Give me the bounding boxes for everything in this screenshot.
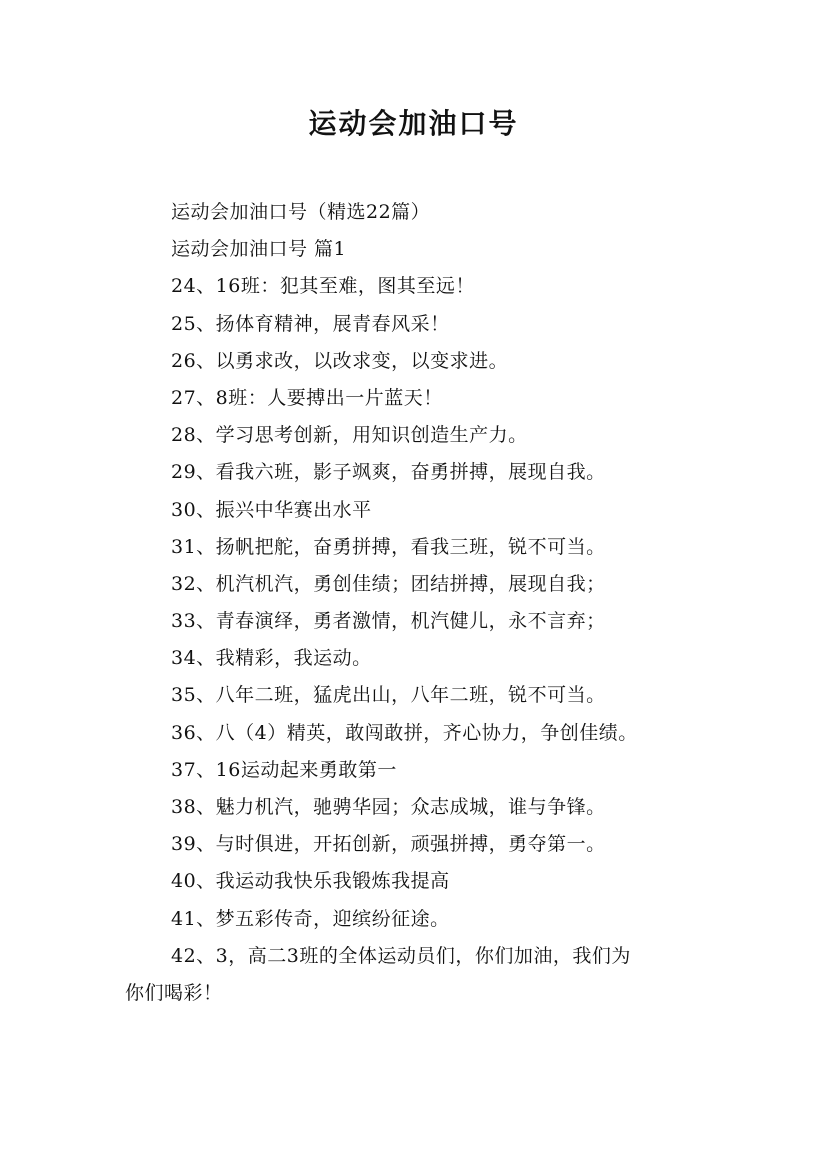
body-line: 30、振兴中华赛出水平 bbox=[171, 498, 372, 521]
body-line: 36、八（4）精英，敢闯敢拼，齐心协力，争创佳绩。 bbox=[171, 721, 638, 744]
body-line: 34、我精彩，我运动。 bbox=[171, 647, 372, 670]
body-line: 33、青春演绎，勇者激情，机汽健儿，永不言弃； bbox=[171, 610, 606, 633]
document-body bbox=[125, 194, 715, 1012]
body-line: 25、扬体育精神，展青春风采！ bbox=[171, 312, 450, 335]
body-line: 24、16班：犯其至难，图其至远！ bbox=[171, 275, 475, 298]
body-line: 42、3，高二3班的全体运动员们，你们加油，我们为 bbox=[171, 944, 631, 967]
body-line: 41、梦五彩传奇，迎缤纷征途。 bbox=[171, 907, 450, 930]
body-line: 运动会加油口号（精选22篇） bbox=[171, 201, 431, 223]
body-line: 27、8班：人要搏出一片蓝天！ bbox=[171, 386, 443, 409]
body-line: 39、与时俱进，开拓创新，顽强拼搏，勇夺第一。 bbox=[171, 833, 606, 856]
body-line: 26、以勇求改，以改求变，以变求进。 bbox=[171, 349, 509, 372]
body-line: 37、16运动起来勇敢第一 bbox=[171, 758, 397, 781]
body-line: 32、机汽机汽，勇创佳绩；团结拼搏，展现自我； bbox=[171, 572, 606, 595]
document-title: 运动会加油口号 bbox=[308, 107, 519, 140]
body-line: 38、魅力机汽，驰骋华园；众志成城，谁与争锋。 bbox=[171, 796, 606, 818]
body-line: 29、看我六班，影子飒爽，奋勇拼搏，展现自我。 bbox=[171, 461, 606, 484]
body-line-continuation: 你们喝彩！ bbox=[125, 981, 223, 1004]
body-line: 28、学习思考创新，用知识创造生产力。 bbox=[171, 424, 528, 447]
body-line: 运动会加油口号 篇1 bbox=[171, 238, 347, 261]
body-line: 35、八年二班，猛虎出山，八年二班，锐不可当。 bbox=[171, 684, 606, 707]
body-line: 31、扬帆把舵，奋勇拼搏，看我三班，锐不可当。 bbox=[171, 535, 606, 558]
body-line: 40、我运动我快乐我锻炼我提高 bbox=[171, 870, 450, 893]
